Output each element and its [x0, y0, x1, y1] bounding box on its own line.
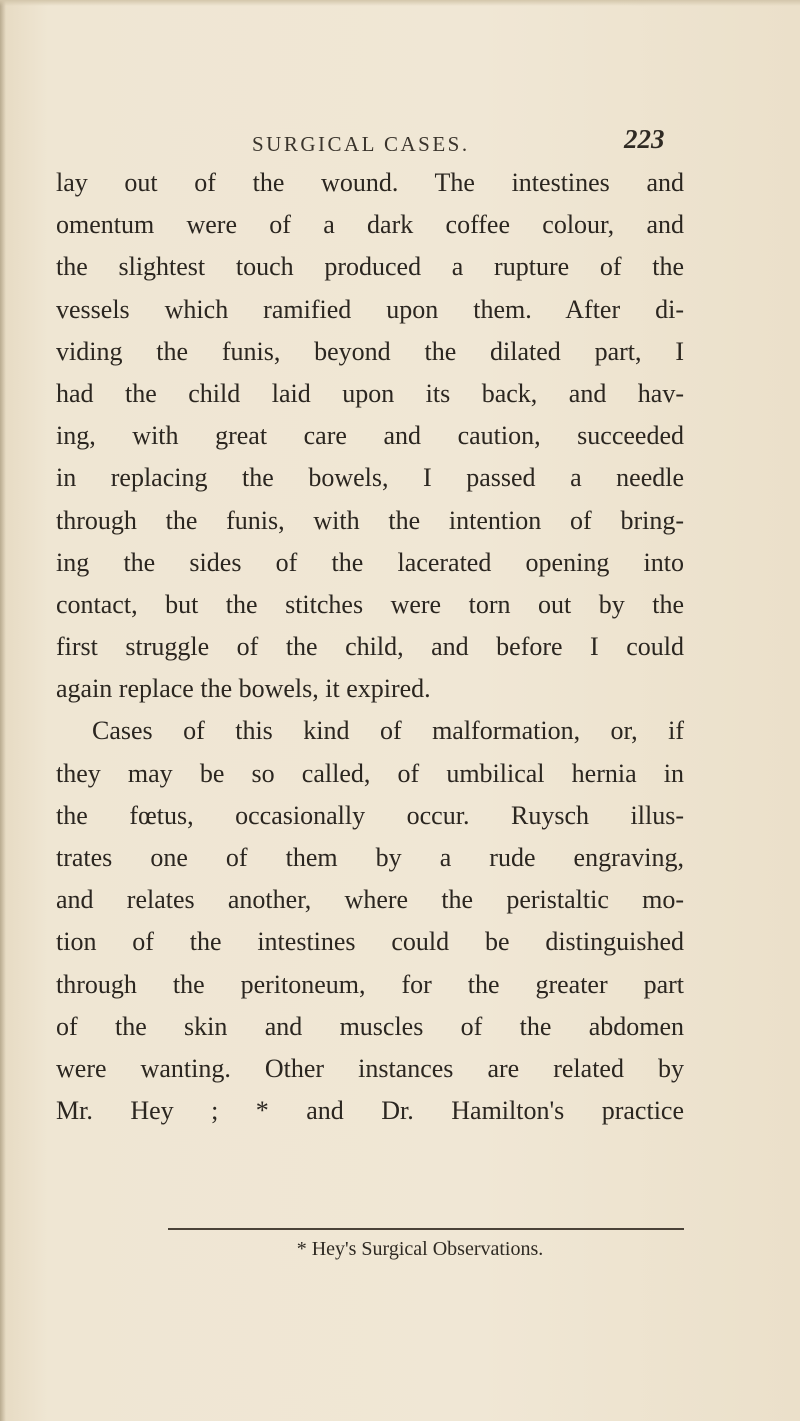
text-line: ing, with great care and caution, succeeded: [56, 421, 684, 451]
text-line: omentum were of a dark coffee colour, and: [56, 210, 684, 240]
text-line: were wanting. Other instances are related by: [56, 1053, 684, 1083]
text-line: Mr. Hey ; * and Dr. Hamilton's practice: [56, 1096, 684, 1126]
text-line: and relates another, where the peristaltic mo-: [56, 885, 684, 915]
text-line: through the funis, with the intention of bring-: [56, 505, 684, 535]
text-line: Cases of this kind of malformation, or, if: [92, 716, 684, 746]
text-line: lay out of the wound. The intestines and: [56, 168, 684, 197]
text-line: ing the sides of the lacerated opening into: [56, 547, 684, 577]
text-line: again replace the bowels, it expired.: [56, 674, 431, 704]
text-line: through the peritoneum, for the greater part: [56, 969, 684, 999]
text-line: in replacing the bowels, I passed a needle: [56, 463, 684, 493]
page-number: 223: [624, 124, 665, 154]
body-text: [56, 162, 684, 1132]
text-line: trates one of them by a rude engraving,: [56, 843, 684, 872]
page-top-edge: [0, 0, 800, 6]
page-gutter-shadow: [0, 0, 6, 1421]
running-title: SURGICAL CASES.: [252, 132, 470, 156]
text-line: the fœtus, occasionally occur. Ruysch illus-: [56, 800, 684, 830]
text-line: they may be so called, of umbilical hernia in: [56, 758, 684, 788]
text-line: of the skin and muscles of the abdomen: [56, 1011, 684, 1041]
text-line: vessels which ramified upon them. After di-: [56, 294, 684, 324]
text-line: contact, but the stitches were torn out by the: [56, 589, 684, 619]
footnote-rule: [168, 1228, 684, 1230]
text-line: viding the funis, beyond the dilated part, I: [56, 336, 684, 366]
text-line: first struggle of the child, and before I could: [56, 632, 684, 662]
footnote: * Hey's Surgical Observations.: [296, 1238, 544, 1260]
text-line: tion of the intestines could be distinguished: [56, 927, 684, 957]
text-line: the slightest touch produced a rupture of the: [56, 252, 684, 282]
text-line: had the child laid upon its back, and hav-: [56, 378, 684, 408]
